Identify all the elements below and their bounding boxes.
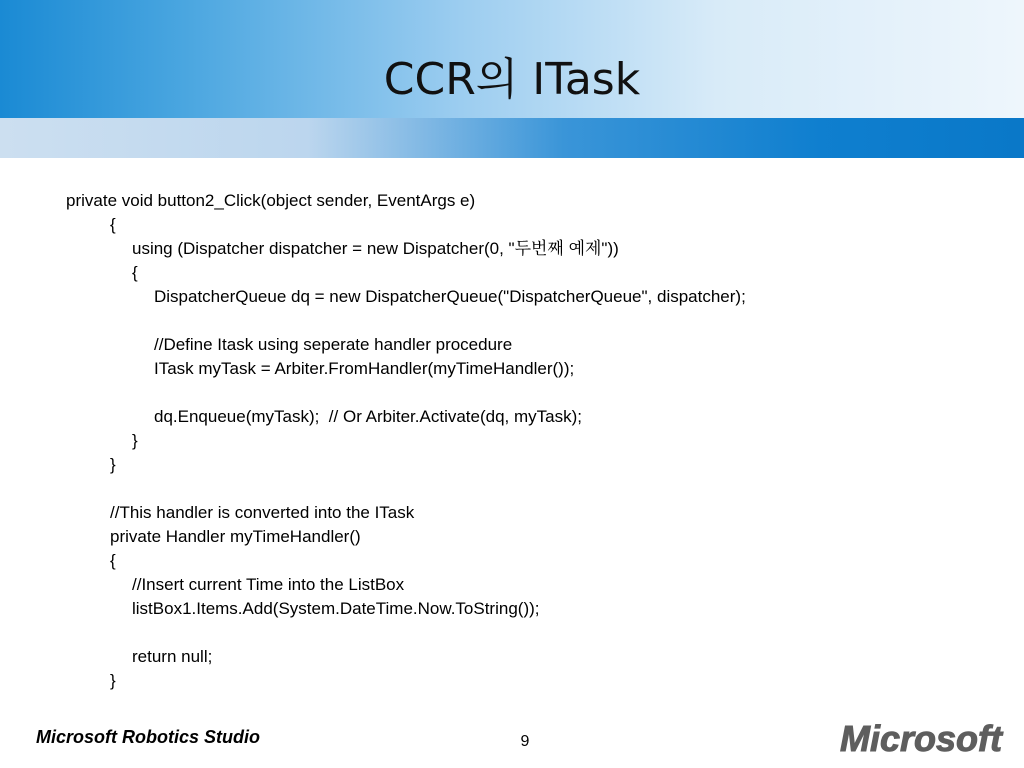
code-line: //Define Itask using seperate handler procedure	[154, 335, 513, 354]
code-line	[66, 309, 986, 333]
code-line: {	[110, 215, 116, 234]
code-line	[66, 621, 986, 645]
footer-product-name: Microsoft Robotics Studio	[36, 727, 260, 747]
code-line: //This handler is converted into the ITask	[110, 503, 415, 522]
code-line: return null;	[132, 647, 213, 666]
code-line: {	[132, 263, 138, 282]
code-line: listBox1.Items.Add(System.DateTime.Now.ToString());	[132, 599, 540, 618]
code-line: using (Dispatcher dispatcher = new Dispatcher(0, "두번째 예제"))	[132, 239, 619, 258]
code-line: private Handler myTimeHandler()	[110, 527, 361, 546]
code-line: DispatcherQueue dq = new DispatcherQueue("DispatcherQueue", dispatcher);	[154, 287, 746, 306]
code-line: }	[132, 431, 138, 450]
code-line: ITask myTask = Arbiter.FromHandler(myTimeHandler());	[154, 359, 575, 378]
code-block	[66, 189, 986, 693]
code-line: private void button2_Click(object sender, EventArgs e)	[66, 191, 476, 210]
code-line: //Insert current Time into the ListBox	[132, 575, 405, 594]
code-line: }	[110, 455, 116, 474]
microsoft-logo	[838, 719, 1008, 759]
code-line: }	[110, 671, 116, 690]
code-line	[66, 477, 986, 501]
code-line	[66, 381, 986, 405]
code-line: {	[110, 551, 116, 570]
microsoft-logo-text: Microsoft	[840, 719, 1005, 759]
header-accent-strip	[0, 118, 1024, 158]
slide-title: CCR의 ITask	[383, 54, 641, 105]
code-line: dq.Enqueue(myTask); // Or Arbiter.Activate(dq, myTask);	[154, 407, 582, 426]
page-number: 9	[520, 733, 530, 750]
